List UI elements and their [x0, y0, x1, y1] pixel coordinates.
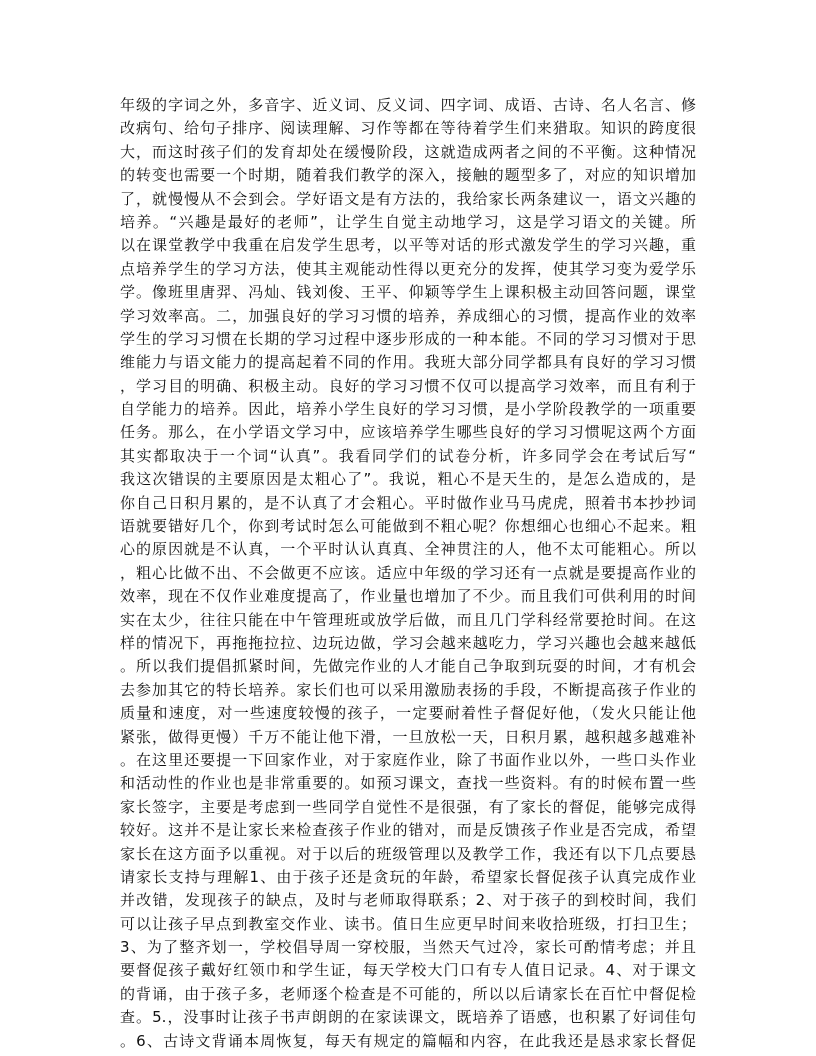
- text-line: 你自己日积月累的，是不认真了才会粗心。平时做作业马马虎虎，照着书本抄抄词: [120, 493, 696, 512]
- text-line: 改病句、给句子排序、阅读理解、习作等都在等待着学生们来猎取。知识的跨度很: [120, 119, 696, 138]
- body-text: [120, 94, 696, 1053]
- text-line: 3、为了整齐划一，学校倡导周一穿校服，当然天气过冷，家长可酌情考虑；并且: [120, 938, 696, 957]
- text-line: 学习效率高。二，加强良好的学习习惯的培养，养成细心的习惯，提高作业的效率: [120, 306, 696, 325]
- text-line: 紧张，做得更慢）千万不能让他下滑，一旦放松一天，日积月累，越积越多越难补: [120, 727, 696, 746]
- text-line: 其实都取决于一个词“认真”。我看同学们的试卷分析，许多同学会在考试后写“: [120, 446, 696, 465]
- text-line: 请家长支持与理解1、由于孩子还是贪玩的年龄，希望家长督促孩子认真完成作业: [120, 867, 696, 886]
- text-line: 实在太少，往往只能在中午管理班或放学后做，而且几门学科经常要抢时间。在这: [120, 610, 696, 629]
- text-line: 和活动性的作业也是非常重要的。如预习课文，查找一些资料。有的时候布置一些: [120, 774, 696, 793]
- text-line: 家长签字，主要是考虑到一些同学自觉性不是很强，有了家长的督促，能够完成得: [120, 797, 696, 816]
- text-line: 自学能力的培养。因此，培养小学生良好的学习习惯，是小学阶段教学的一项重要: [120, 400, 696, 419]
- text-line: 学。像班里唐羿、冯灿、钱刘俊、王平、仰颖等学生上课积极主动回答问题，课堂: [120, 283, 696, 302]
- text-line: 以在课堂教学中我重在启发学生思考，以平等对话的形式激发学生的学习兴趣，重: [120, 236, 696, 255]
- text-line: 学生的学习习惯在长期的学习过程中逐步形成的一种本能。不同的学习习惯对于思: [120, 329, 696, 348]
- text-line: 。6、古诗文背诵本周恢复，每天有规定的篇幅和内容，在此我还是恳求家长督促: [120, 1031, 696, 1050]
- text-line: 。在这里还要提一下回家作业，对于家庭作业，除了书面作业以外，一些口头作业: [120, 750, 696, 769]
- text-line: 任务。那么，在小学语文学习中，应该培养学生哪些良好的学习习惯呢这两个方面: [120, 423, 696, 442]
- text-line: 。所以我们提倡抓紧时间，先做完作业的人才能自己争取到玩耍的时间，才有机会: [120, 657, 696, 676]
- text-line: 去参加其它的特长培养。家长们也可以采用激励表扬的手段，不断提高孩子作业的: [120, 680, 696, 699]
- text-line: 语就要错好几个，你到考试时怎么可能做到不粗心呢？你想细心也细心不起来。粗: [120, 517, 696, 536]
- text-line: 的背诵，由于孩子多，老师逐个检查是不可能的，所以以后请家长在百忙中督促检: [120, 984, 696, 1003]
- text-line: 我这次错误的主要原因是太粗心了”。我说，粗心不是天生的，是怎么造成的，是: [120, 470, 696, 489]
- text-line: 样的情况下，再拖拖拉拉、边玩边做，学习会越来越吃力，学习兴趣也会越来越低: [120, 633, 696, 652]
- text-line: ，粗心比做不出、不会做更不应该。适应中年级的学习还有一点就是要提高作业的: [120, 563, 696, 582]
- text-line: 年级的字词之外，多音字、近义词、反义词、四字词、成语、古诗、名人名言、修: [120, 96, 696, 114]
- text-line: 可以让孩子早点到教室交作业、读书。值日生应更早时间来收拾班级，打扫卫生；: [120, 914, 696, 933]
- text-line: 维能力与语文能力的提高起着不同的作用。我班大部分同学都具有良好的学习习惯: [120, 353, 696, 372]
- text-line: 效率，现在不仅作业难度提高了，作业量也增加了不少。而且我们可供利用的时间: [120, 587, 696, 606]
- text-line: 心的原因就是不认真，一个平时认认真真、全神贯注的人，他不太可能粗心。所以: [120, 540, 696, 559]
- text-line: 了，就慢慢从不会到会。学好语文是有方法的，我给家长两条建议一，语文兴趣的: [120, 189, 696, 208]
- text-line: 点培养学生的学习方法，使其主观能动性得以更充分的发挥，使其学习变为爱学乐: [120, 259, 696, 278]
- text-line: 较好。这并不是让家长来检查孩子作业的错对，而是反馈孩子作业是否完成，希望: [120, 821, 696, 840]
- text-line: 培养。“兴趣是最好的老师”，让学生自觉主动地学习，这是学习语文的关键。所: [120, 212, 696, 231]
- text-line: 家长在这方面予以重视。对于以后的班级管理以及教学工作，我还有以下几点要恳: [120, 844, 696, 863]
- text-line: ，学习目的明确、积极主动。良好的学习习惯不仅可以提高学习效率，而且有利于: [120, 376, 696, 395]
- text-line: 要督促孩子戴好红领巾和学生证，每天学校大门口有专人值日记录。4、对于课文: [120, 961, 696, 980]
- text-line: 的转变也需要一个时期，随着我们教学的深入，接触的题型多了，对应的知识增加: [120, 166, 696, 185]
- text-line: 查。5.，没事时让孩子书声朗朗的在家读课文，既培养了语感，也积累了好词佳句: [120, 1008, 696, 1027]
- text-line: 大，而这时孩子们的发育却处在缓慢阶段，这就造成两者之间的不平衡。这种情况: [120, 142, 696, 161]
- text-line: 并改错，发现孩子的缺点，及时与老师取得联系；2、对于孩子的到校时间，我们: [120, 891, 696, 910]
- text-line: 质量和速度，对一些速度较慢的孩子，一定要耐着性子督促好他，（发火只能让他: [120, 704, 696, 723]
